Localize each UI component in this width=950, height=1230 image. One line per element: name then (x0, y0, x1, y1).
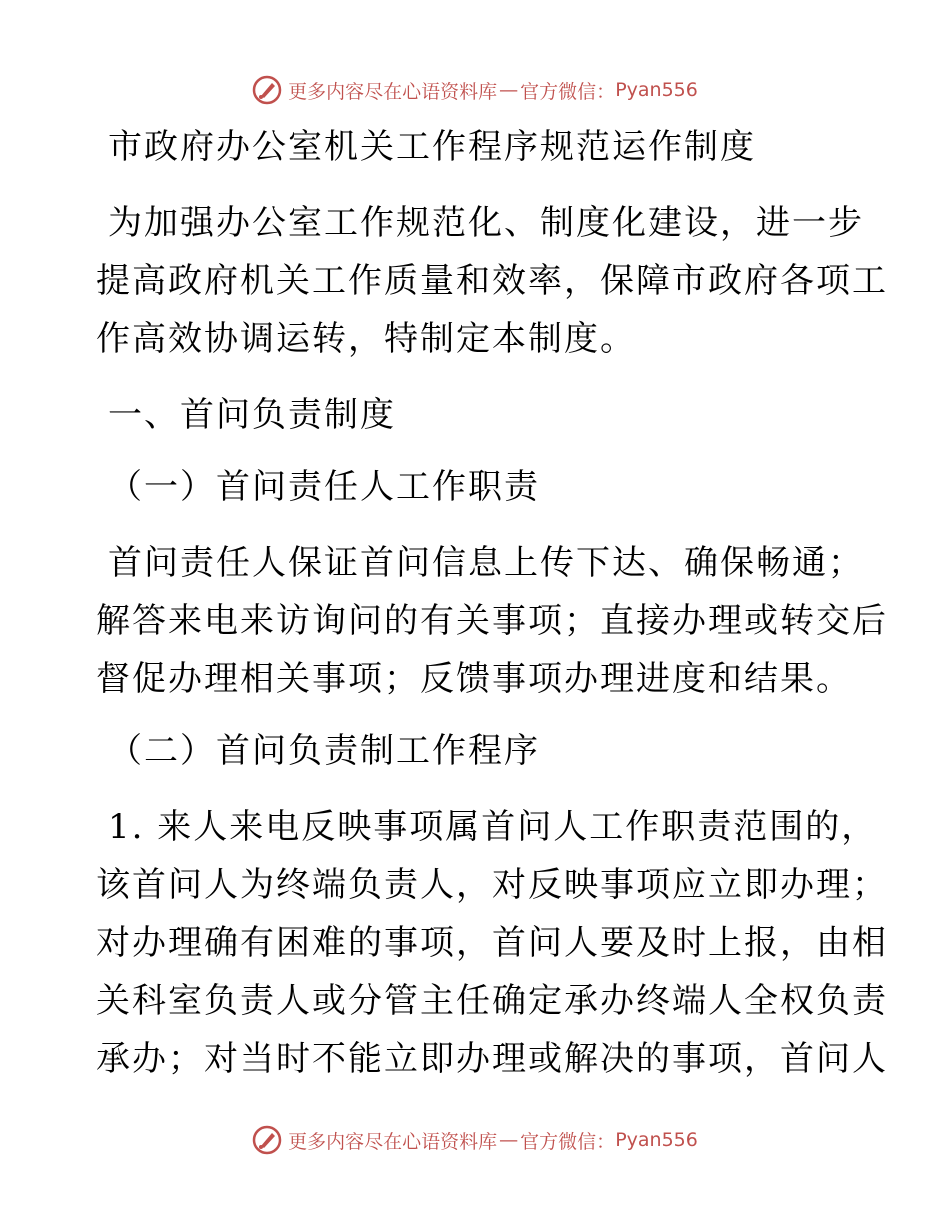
watermark-handle: Pyan556 (615, 79, 698, 101)
section-heading: 一、首问负责制度 (108, 395, 396, 435)
procedure-line: 承办；对当时不能立即办理或解决的事项，首问人 (96, 1039, 888, 1079)
subsection-heading: （一）首问责任人工作职责 (108, 467, 540, 507)
procedure-line: 对办理确有困难的事项，首问人要及时上报，由相 (96, 923, 888, 963)
pen-logo-icon (252, 1125, 282, 1155)
watermark-site-text: 更多内容尽在心语资料库 (288, 80, 498, 103)
procedure-line: 关科室负责人或分管主任确定承办终端人全权负责 (96, 981, 888, 1021)
footer-watermark (0, 1120, 950, 1160)
intro-line: 提高政府机关工作质量和效率，保障市政府各项工 (96, 261, 888, 301)
duties-line: 督促办理相关事项；反馈事项办理进度和结果。 (96, 659, 852, 699)
watermark-label: 官方微信： (520, 80, 616, 103)
intro-line: 作高效协调运转，特制定本制度。 (96, 319, 636, 359)
document-title: 市政府办公室机关工作程序规范运作制度 (108, 127, 756, 167)
duties-line: 首问责任人保证首问信息上传下达、确保畅通； (108, 543, 864, 583)
watermark-separator: — (499, 79, 519, 101)
intro-line: 为加强办公室工作规范化、制度化建设，进一步 (108, 203, 864, 243)
duties-line: 解答来电来访询问的有关事项；直接办理或转交后 (96, 601, 888, 641)
watermark-handle: Pyan556 (615, 1129, 698, 1151)
header-watermark (0, 70, 950, 110)
procedure-line: 1. 来人来电反映事项属首问人工作职责范围的， (108, 807, 878, 847)
duties-paragraph (96, 534, 888, 708)
watermark-separator: — (499, 1129, 519, 1151)
document-body (96, 118, 888, 1088)
watermark-label: 官方微信： (520, 1130, 616, 1153)
intro-paragraph (96, 194, 888, 368)
procedure-item-paragraph (96, 798, 888, 1088)
procedure-line: 该首问人为终端负责人，对反映事项应立即办理； (96, 865, 888, 905)
watermark-site-text: 更多内容尽在心语资料库 (288, 1130, 498, 1153)
subsection-heading: （二）首问负责制工作程序 (108, 731, 540, 771)
pen-logo-icon (252, 75, 282, 105)
